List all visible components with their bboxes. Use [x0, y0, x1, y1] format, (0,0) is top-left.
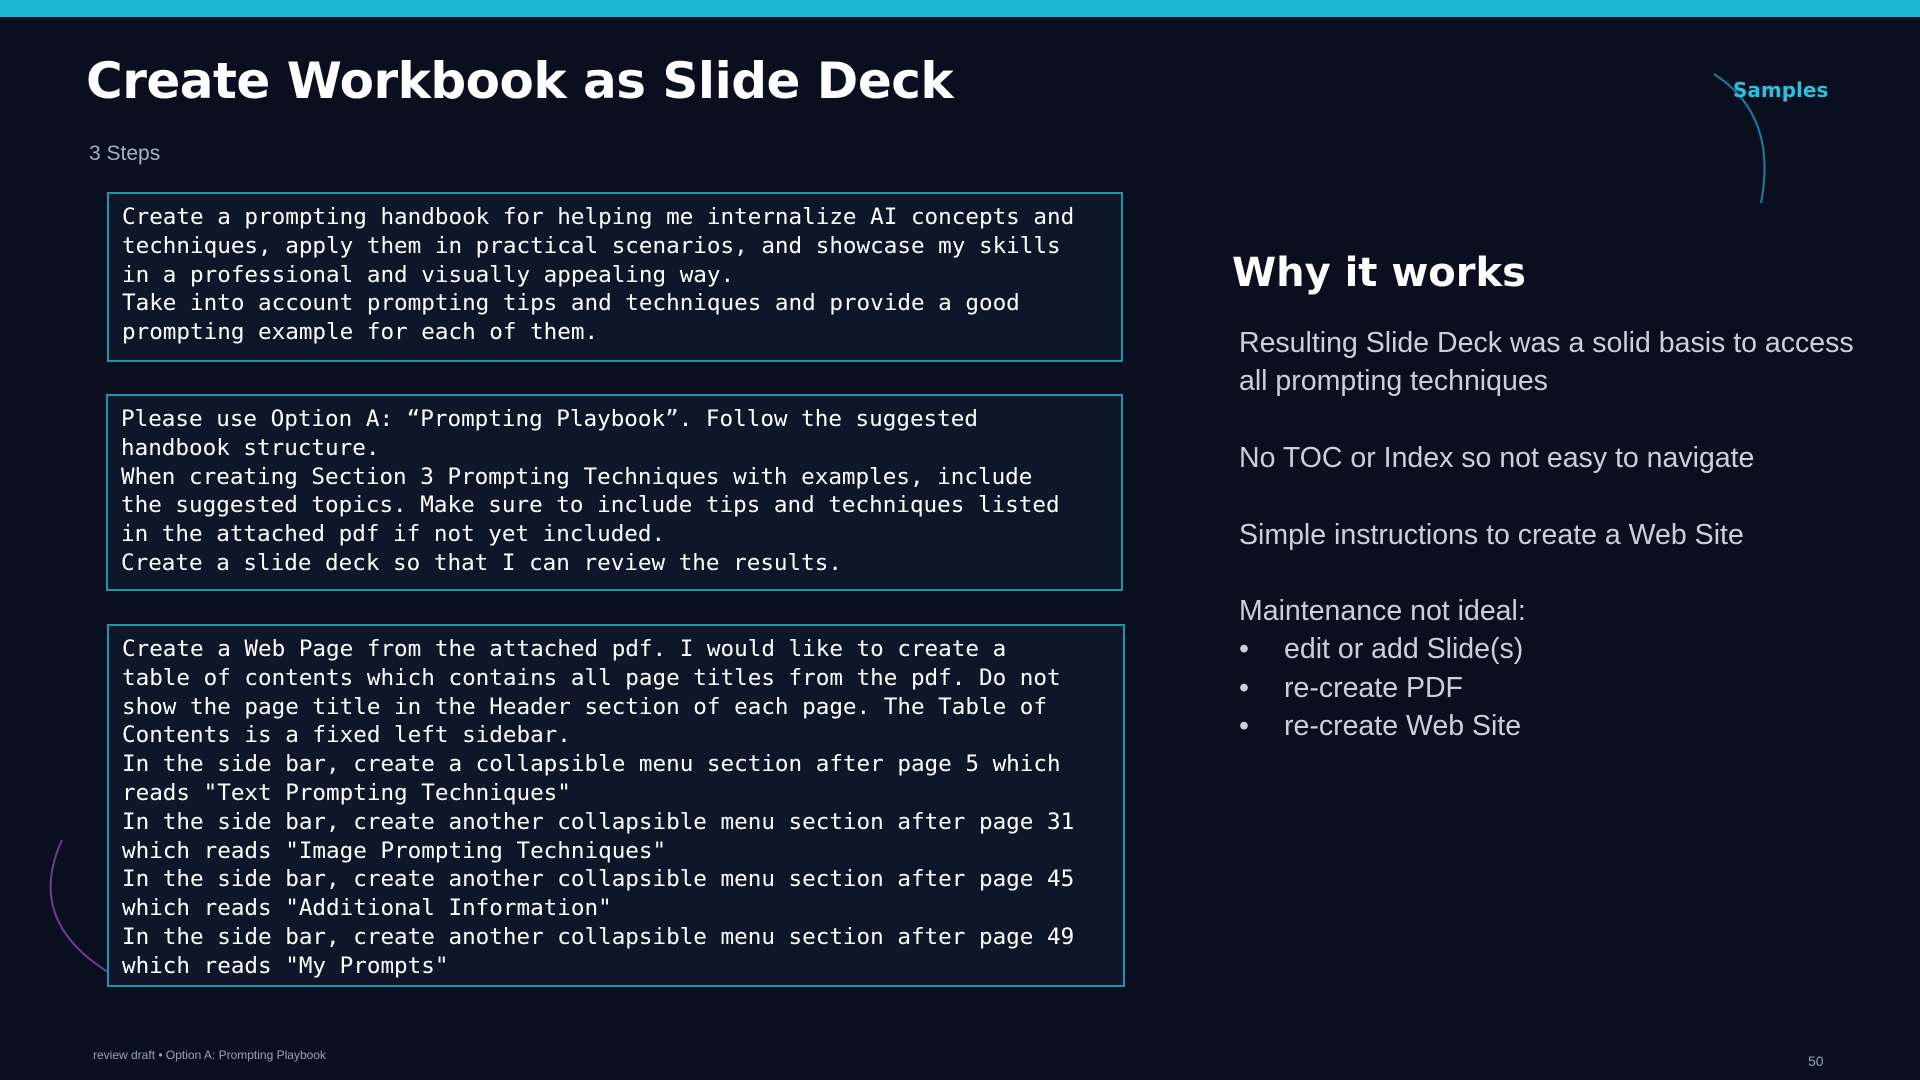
list-item	[1239, 669, 1523, 708]
why-point-2: No TOC or Index so not easy to navigate	[1239, 442, 1755, 474]
list-item	[1239, 630, 1523, 669]
bullet-icon: •	[1239, 671, 1249, 704]
prompt-box-step-1: Create a prompting handbook for helping me internalize AI concepts and techniques, apply them in practical scenarios, and showcase my skills in a professional and visually appealing way. Take into account prompting tips and techniques and provide a good prompting example for each of them.	[107, 192, 1123, 362]
bullet-text: edit or add Slide(s)	[1284, 633, 1524, 665]
page-number: 50	[1808, 1053, 1824, 1069]
why-point-1: Resulting Slide Deck was a solid basis to access all prompting techniques	[1239, 327, 1854, 397]
top-accent-bar	[0, 0, 1920, 17]
prompt-box-step-3: Create a Web Page from the attached pdf. I would like to create a table of contents which contains all page titles from the pdf. Do not show the page title in the Header section of each page. The Table of Contents is a fixed left sidebar. In the side bar, create a collapsible menu section after page 5 which reads "Text Prompting Techniques" In the side bar, create another collapsible menu section after page 31 which reads "Image Prompting Techniques" In the side bar, create another collapsible menu section after page 45 which reads "Additional Information" In the side bar, create another collapsible menu section after page 49 which reads "My Prompts"	[107, 624, 1125, 987]
bullet-icon: •	[1239, 633, 1249, 665]
why-point-4: Maintenance not ideal:	[1239, 595, 1526, 627]
why-point-3: Simple instructions to create a Web Site	[1239, 519, 1744, 551]
list-item	[1239, 707, 1523, 746]
samples-link[interactable]: Samples	[1733, 78, 1829, 102]
prompt-box-step-2: Please use Option A: “Prompting Playbook”. Follow the suggested handbook structure. When creating Section 3 Prompting Techniques with examples, include the suggested topics. Make sure to include tips and techniques listed in the attached pdf if not yet included. Create a slide deck so that I can review the results.	[106, 394, 1123, 591]
why-it-works-heading: Why it works	[1232, 250, 1526, 296]
slide-title: Create Workbook as Slide Deck	[86, 52, 954, 110]
bullet-icon: •	[1239, 710, 1249, 742]
slide-subtitle: 3 Steps	[89, 142, 161, 165]
bullet-text: re-create PDF	[1284, 671, 1463, 704]
bullet-text: re-create Web Site	[1284, 710, 1522, 742]
maintenance-bullet-list	[1239, 630, 1523, 746]
footer-text: review draft • Option A: Prompting Playbook	[93, 1048, 326, 1062]
